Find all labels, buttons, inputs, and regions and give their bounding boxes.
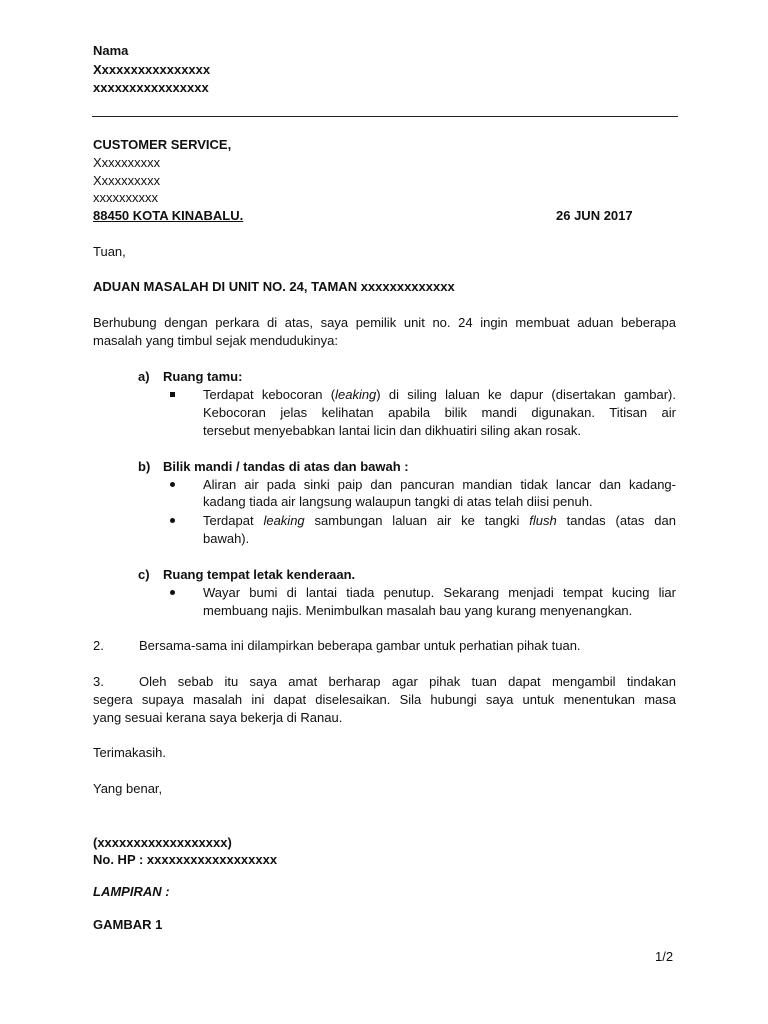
section-a-title: Ruang tamu: [163, 369, 243, 384]
paragraph-3-number: 3. [93, 674, 104, 689]
signature-phone: No. HP : xxxxxxxxxxxxxxxxxx [93, 852, 278, 867]
bullet-b2 [160, 512, 190, 530]
sender-line1: Xxxxxxxxxxxxxxxx [93, 62, 211, 77]
square-bullet-icon [170, 392, 175, 397]
round-bullet-icon [170, 518, 175, 523]
bullet-b2-text1: Terdapat [203, 513, 254, 528]
section-b-title: Bilik mandi / tandas di atas dan bawah : [163, 459, 409, 474]
section-c-heading [138, 566, 355, 584]
header-divider [92, 116, 678, 117]
bullet-a1 [160, 386, 190, 404]
bullet-b1-line1: Aliran air pada sinki paip dan pancuran mandian tidak lancar dan kadang- [203, 477, 676, 492]
letter-date: 26 JUN 2017 [556, 208, 633, 223]
paragraph-3-line3: yang sesuai kerana saya bekerja di Ranau. [93, 710, 343, 725]
section-b-heading [138, 458, 409, 476]
paragraph-2-number: 2. [93, 638, 104, 653]
attachment-label: LAMPIRAN : [93, 884, 170, 899]
bullet-c1 [160, 584, 190, 602]
bullet-a1-line1 [203, 386, 676, 404]
signature-name: (xxxxxxxxxxxxxxxxxx) [93, 835, 232, 850]
closing-line: Yang benar, [93, 781, 163, 796]
paragraph-3-line2: segera supaya masalah ini dapat diselesaikan. Sila hubungi saya untuk menentukan masa [93, 692, 676, 707]
paragraph-3-text1: Oleh sebab itu saya amat berharap agar pihak tuan dapat mengambil tindakan [139, 674, 676, 689]
subject-line: ADUAN MASALAH DI UNIT NO. 24, TAMAN xxxxxxxxxxxxx [93, 279, 455, 294]
intro-line1: Berhubung dengan perkara di atas, saya pemilik unit no. 24 ingin membuat aduan beberapa [93, 315, 676, 330]
bullet-b2-italic2: flush [529, 513, 557, 528]
section-c-title: Ruang tempat letak kenderaan. [163, 567, 356, 582]
sender-name-label: Nama [93, 43, 129, 58]
bullet-c1-line2: membuang najis. Menimbulkan masalah bau yang kurang menyenangkan. [203, 603, 633, 618]
thanks-line: Terimakasih. [93, 745, 166, 760]
salutation: Tuan, [93, 244, 126, 259]
bullet-a1-line3: tersebut menyebabkan lantai licin dan dikhuatiri siling akan rosak. [203, 423, 581, 438]
paragraph-2-text: Bersama-sama ini dilampirkan beberapa gambar untuk perhatian pihak tuan. [139, 638, 581, 653]
bullet-a1-line2: Kebocoran jelas kelihatan apabila bilik mandi digunakan. Titisan air [203, 405, 676, 420]
bullet-b2-line2: bawah). [203, 531, 250, 546]
round-bullet-icon [170, 482, 175, 487]
bullet-a1-italic: leaking [335, 387, 377, 402]
paragraph-2 [93, 637, 676, 655]
paragraph-3-line1 [93, 673, 676, 691]
page-number: 1/2 [655, 949, 674, 964]
bullet-b2-line1 [203, 512, 676, 530]
bullet-a1-text1: Terdapat kebocoran ( [203, 387, 336, 402]
bullet-b2-text3: tandas (atas dan [566, 513, 676, 528]
round-bullet-icon [170, 590, 175, 595]
section-a-heading [138, 368, 242, 386]
figure-label: GAMBAR 1 [93, 917, 163, 932]
recipient-city: 88450 KOTA KINABALU. [93, 208, 244, 223]
intro-line2: masalah yang timbul sejak mendudukinya: [93, 333, 338, 348]
sender-line2: xxxxxxxxxxxxxxxx [93, 80, 209, 95]
bullet-b2-italic1: leaking [263, 513, 305, 528]
recipient-name: CUSTOMER SERVICE, [93, 137, 232, 152]
bullet-b2-text2: sambungan laluan air ke tangki [314, 513, 520, 528]
bullet-b1 [160, 476, 190, 494]
bullet-a1-text2: ) di siling laluan ke dapur (disertakan gambar). [376, 387, 676, 402]
bullet-b1-line2: kadang tiada air langsung walaupun tangki di atas telah diisi penuh. [203, 494, 593, 509]
recipient-line3: xxxxxxxxxx [93, 190, 158, 205]
section-a-letter: a) [138, 369, 150, 384]
section-c-letter: c) [138, 567, 150, 582]
recipient-line1: Xxxxxxxxxx [93, 155, 161, 170]
recipient-line2: Xxxxxxxxxx [93, 173, 161, 188]
bullet-c1-line1: Wayar bumi di lantai tiada penutup. Sekarang menjadi tempat kucing liar [203, 585, 676, 600]
section-b-letter: b) [138, 459, 151, 474]
